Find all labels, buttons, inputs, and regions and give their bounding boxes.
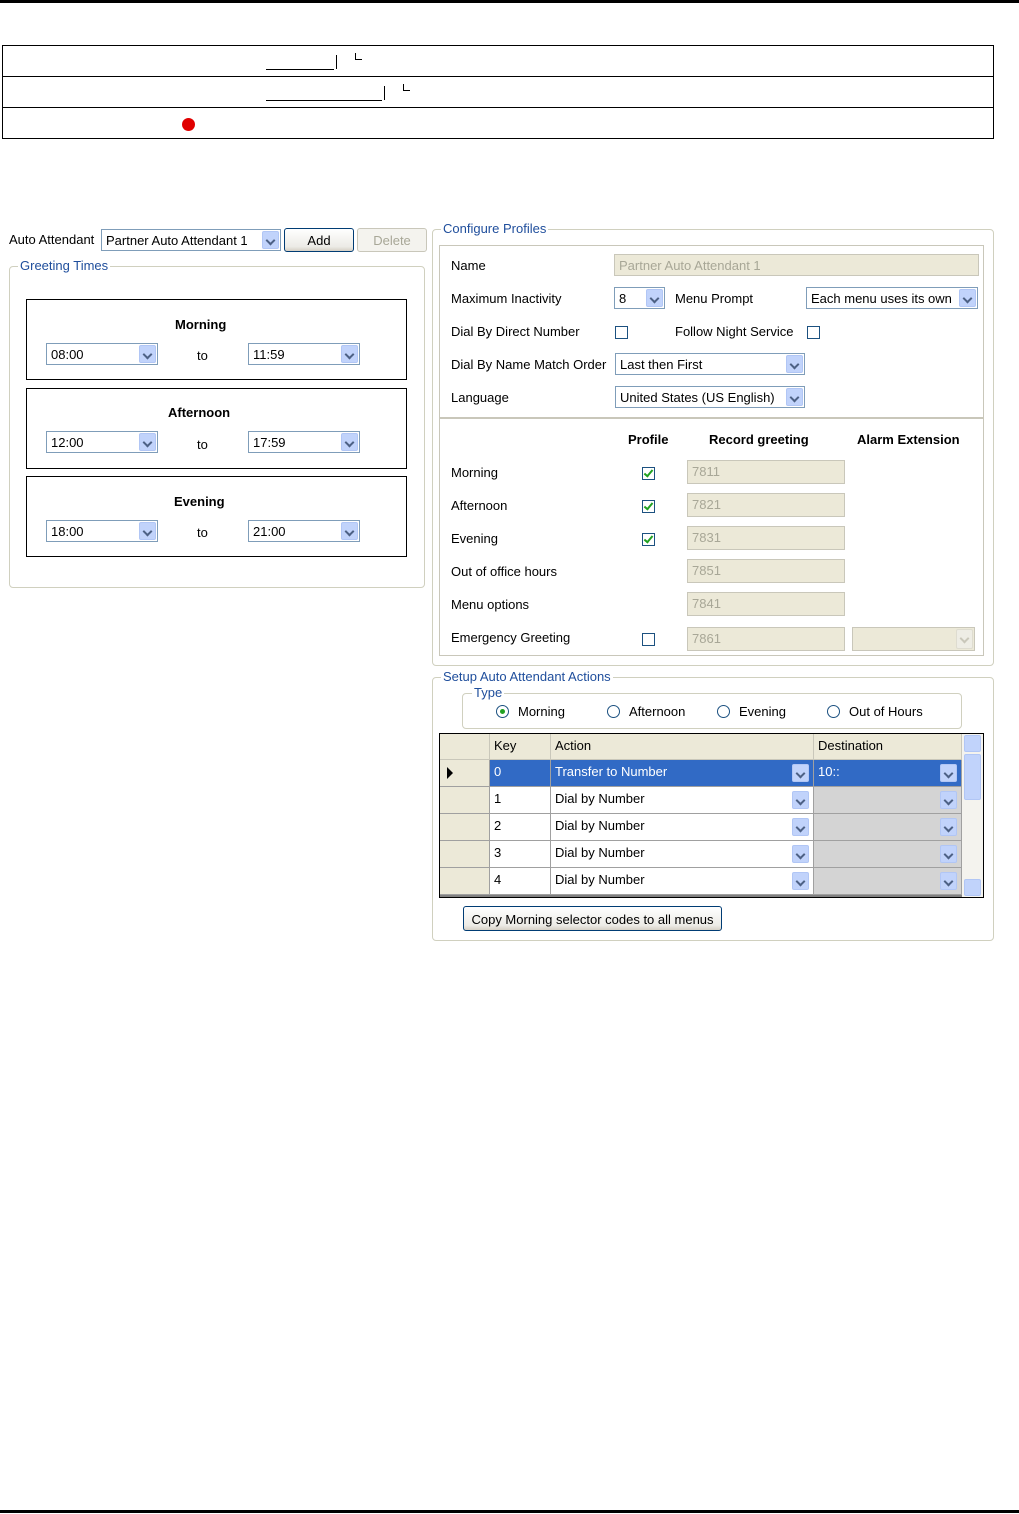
- key-cell[interactable]: 3: [490, 841, 551, 868]
- match-order-select[interactable]: Last then First: [615, 353, 805, 375]
- chevron-down-icon[interactable]: [262, 231, 279, 249]
- evening-end-select[interactable]: 21:00: [248, 520, 360, 542]
- emergency-profile-checkbox[interactable]: [642, 633, 655, 646]
- copy-selector-codes-button[interactable]: Copy Morning selector codes to all menus: [463, 906, 722, 931]
- bottom-rule: [0, 1510, 1019, 1513]
- menu-prompt-label: Menu Prompt: [675, 291, 754, 306]
- morning-profile-checkbox[interactable]: [642, 467, 655, 480]
- row-header[interactable]: [440, 760, 490, 787]
- name-field[interactable]: Partner Auto Attendant 1: [614, 254, 979, 276]
- row-header[interactable]: [440, 814, 490, 841]
- type-evening-radio[interactable]: [717, 705, 730, 718]
- destination-cell[interactable]: [814, 814, 962, 841]
- info-row: [3, 46, 993, 77]
- destination-cell[interactable]: 10::: [814, 760, 962, 787]
- morning-start-select[interactable]: 08:00: [46, 343, 158, 365]
- evening-greeting-field[interactable]: 7831: [687, 526, 845, 550]
- info-row: [3, 108, 993, 138]
- max-inactivity-spinner[interactable]: 8: [614, 287, 665, 309]
- greeting-times-title: Greeting Times: [20, 258, 109, 273]
- action-cell[interactable]: Dial by Number: [551, 868, 814, 895]
- destination-cell[interactable]: [814, 787, 962, 814]
- evening-period-box: [26, 476, 407, 557]
- afternoon-end-select[interactable]: 17:59: [248, 431, 360, 453]
- type-afternoon-radio[interactable]: [607, 705, 620, 718]
- name-label: Name: [451, 258, 486, 273]
- follow-night-label: Follow Night Service: [675, 324, 794, 339]
- destination-cell[interactable]: [814, 868, 962, 895]
- action-column-header[interactable]: Action: [551, 734, 814, 760]
- chevron-down-icon[interactable]: [940, 764, 957, 782]
- language-label: Language: [451, 390, 509, 405]
- chevron-down-icon[interactable]: [940, 845, 957, 863]
- corner-mark: [355, 53, 362, 60]
- underline: [266, 100, 382, 101]
- to-label: to: [197, 437, 208, 452]
- chevron-down-icon[interactable]: [792, 845, 809, 863]
- type-out-of-hours-label: Out of Hours: [849, 704, 923, 719]
- emergency-greeting-field[interactable]: 7861: [687, 627, 845, 651]
- follow-night-checkbox[interactable]: [807, 326, 820, 339]
- period-title: Afternoon: [168, 405, 231, 420]
- period-title: Evening: [174, 494, 225, 509]
- evening-profile-label: Evening: [451, 531, 498, 546]
- alarm-extension-column-header: Alarm Extension: [857, 432, 960, 447]
- period-title: Morning: [175, 317, 227, 332]
- key-cell[interactable]: 0: [490, 760, 551, 787]
- chevron-down-icon[interactable]: [341, 522, 358, 540]
- record-dot-icon: [182, 118, 195, 131]
- action-cell[interactable]: Dial by Number: [551, 787, 814, 814]
- key-column-header[interactable]: Key: [490, 734, 551, 760]
- chevron-down-icon[interactable]: [792, 764, 809, 782]
- chevron-down-icon[interactable]: [139, 345, 156, 363]
- type-afternoon-label: Afternoon: [629, 704, 686, 719]
- grid-scrollbar[interactable]: [962, 734, 983, 897]
- morning-end-select[interactable]: 11:59: [248, 343, 360, 365]
- spinner-arrows-icon[interactable]: [646, 289, 663, 307]
- chevron-down-icon[interactable]: [341, 345, 358, 363]
- chevron-down-icon[interactable]: [139, 522, 156, 540]
- type-out-of-hours-radio[interactable]: [827, 705, 840, 718]
- cursor-mark: [336, 55, 337, 69]
- to-label: to: [197, 348, 208, 363]
- language-select[interactable]: United States (US English): [615, 386, 805, 408]
- type-morning-label: Morning: [518, 704, 565, 719]
- type-morning-radio[interactable]: [496, 705, 509, 718]
- emergency-greeting-label: Emergency Greeting: [451, 630, 571, 645]
- destination-cell[interactable]: [814, 841, 962, 868]
- setup-actions-title: Setup Auto Attendant Actions: [443, 669, 611, 684]
- chevron-down-icon[interactable]: [786, 388, 803, 406]
- chevron-down-icon[interactable]: [792, 791, 809, 809]
- morning-greeting-field[interactable]: 7811: [687, 460, 845, 484]
- profile-column-header: Profile: [628, 432, 669, 447]
- menu-options-greeting-field[interactable]: 7841: [687, 592, 845, 616]
- afternoon-start-select[interactable]: 12:00: [46, 431, 158, 453]
- morning-period-box: [26, 299, 407, 380]
- configure-profiles-title: Configure Profiles: [443, 221, 547, 236]
- add-button[interactable]: Add: [284, 228, 354, 252]
- out-of-office-greeting-field[interactable]: 7851: [687, 559, 845, 583]
- auto-attendant-label: Auto Attendant: [9, 232, 95, 247]
- afternoon-profile-label: Afternoon: [451, 498, 508, 513]
- key-cell[interactable]: 4: [490, 868, 551, 895]
- action-cell[interactable]: Transfer to Number: [551, 760, 814, 787]
- menu-prompt-select[interactable]: Each menu uses its own: [806, 287, 978, 309]
- chevron-down-icon[interactable]: [940, 791, 957, 809]
- chevron-down-icon[interactable]: [786, 355, 803, 373]
- row-header[interactable]: [440, 787, 490, 814]
- scroll-up-icon[interactable]: [964, 735, 981, 752]
- type-evening-label: Evening: [739, 704, 786, 719]
- afternoon-greeting-field[interactable]: 7821: [687, 493, 845, 517]
- chevron-down-icon[interactable]: [792, 818, 809, 836]
- morning-profile-label: Morning: [451, 465, 498, 480]
- menu-options-label: Menu options: [451, 597, 530, 612]
- to-label: to: [197, 525, 208, 540]
- delete-button[interactable]: Delete: [357, 228, 427, 252]
- actions-grid: [439, 733, 984, 898]
- evening-profile-checkbox[interactable]: [642, 533, 655, 546]
- cursor-mark: [384, 86, 385, 100]
- type-title: Type: [474, 685, 503, 700]
- underline: [266, 69, 334, 70]
- auto-attendant-select[interactable]: Partner Auto Attendant 1: [101, 229, 281, 251]
- info-row: [3, 77, 993, 108]
- action-cell[interactable]: Dial by Number: [551, 814, 814, 841]
- top-rule: [0, 0, 1019, 3]
- dial-direct-checkbox[interactable]: [615, 326, 628, 339]
- key-cell[interactable]: 2: [490, 814, 551, 841]
- match-order-label: Dial By Name Match Order: [451, 357, 607, 372]
- max-inactivity-label: Maximum Inactivity: [451, 291, 562, 306]
- chevron-down-icon[interactable]: [940, 872, 957, 890]
- corner-mark: [403, 84, 410, 91]
- afternoon-profile-checkbox[interactable]: [642, 500, 655, 513]
- chevron-down-icon[interactable]: [792, 872, 809, 890]
- alarm-extension-select[interactable]: [852, 627, 975, 651]
- afternoon-period-box: [26, 388, 407, 469]
- grid-corner-header: [440, 734, 490, 760]
- chevron-down-icon[interactable]: [940, 818, 957, 836]
- out-of-office-label: Out of office hours: [451, 564, 557, 579]
- scroll-down-icon[interactable]: [964, 879, 981, 896]
- evening-start-select[interactable]: 18:00: [46, 520, 158, 542]
- dial-direct-label: Dial By Direct Number: [451, 324, 580, 339]
- key-cell[interactable]: 1: [490, 787, 551, 814]
- row-header[interactable]: [440, 868, 490, 895]
- destination-column-header[interactable]: Destination: [814, 734, 962, 760]
- row-header[interactable]: [440, 841, 490, 868]
- chevron-down-icon[interactable]: [959, 289, 976, 307]
- current-row-arrow-icon: [447, 767, 453, 779]
- chevron-down-icon[interactable]: [139, 433, 156, 451]
- record-greeting-column-header: Record greeting: [709, 432, 809, 447]
- action-cell[interactable]: Dial by Number: [551, 841, 814, 868]
- chevron-down-icon[interactable]: [956, 629, 973, 649]
- info-table: [2, 45, 994, 139]
- chevron-down-icon[interactable]: [341, 433, 358, 451]
- scroll-thumb[interactable]: [964, 754, 981, 800]
